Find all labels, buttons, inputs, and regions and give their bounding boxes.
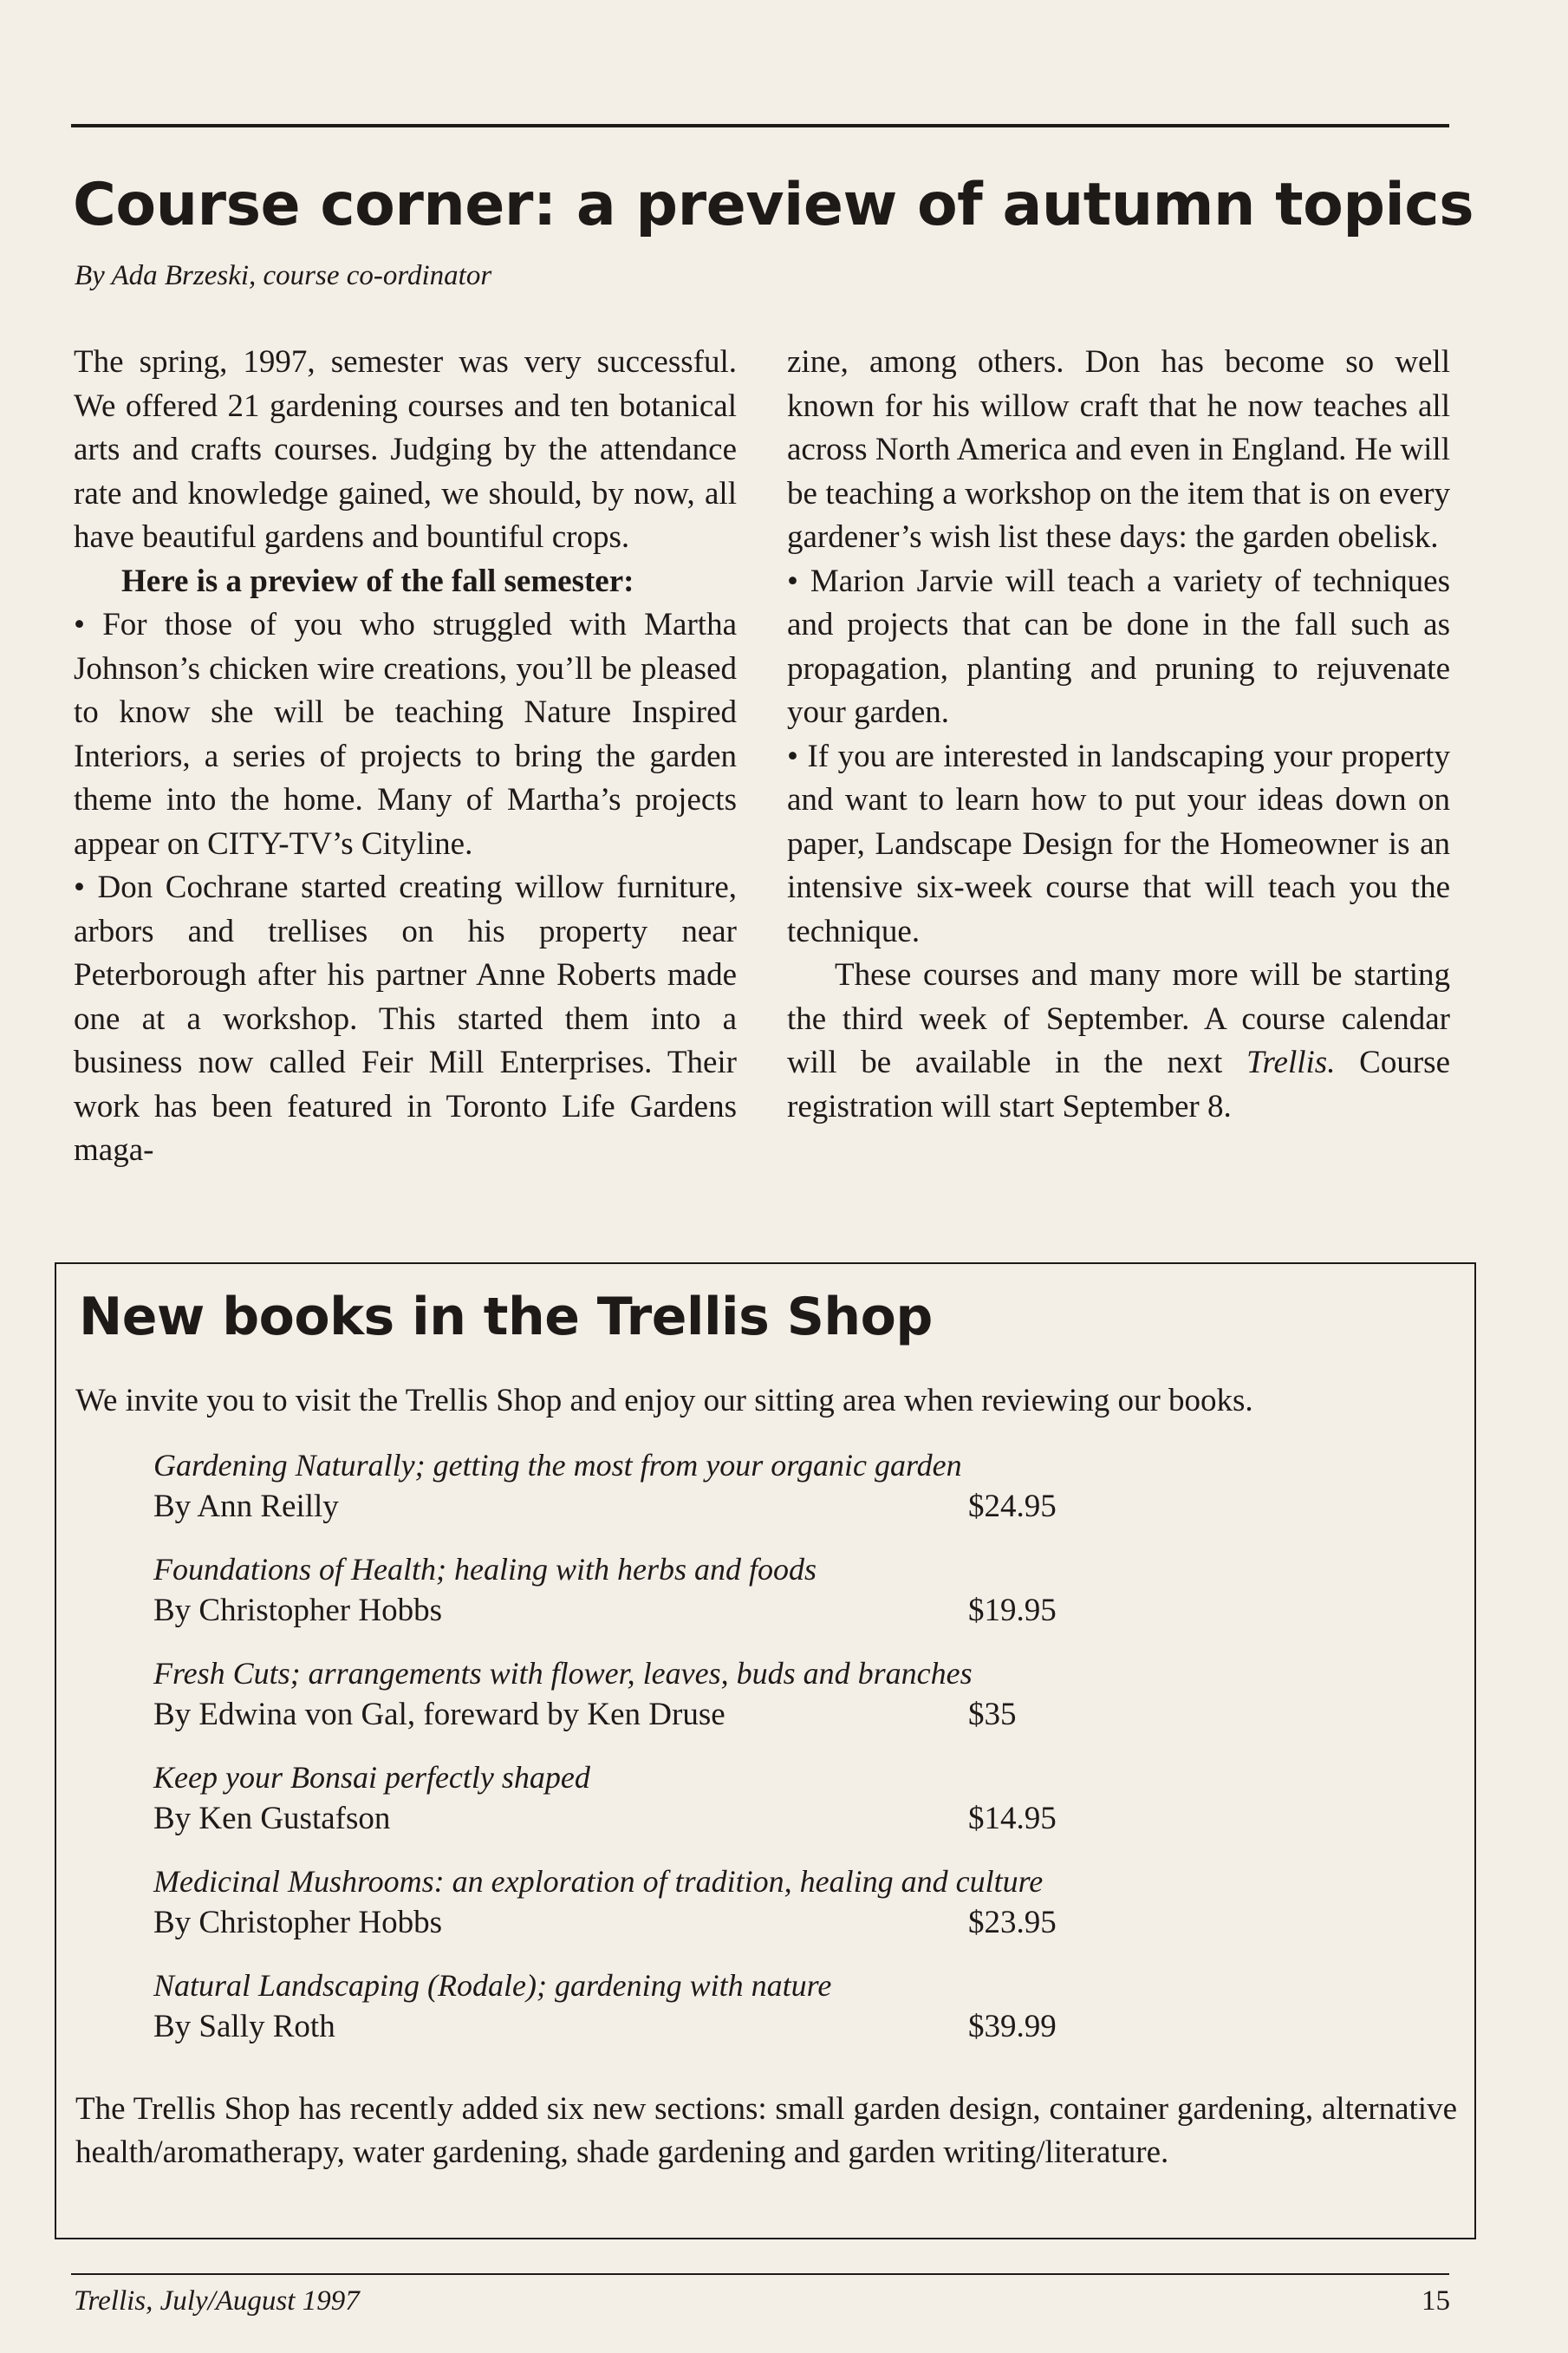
book-title: Fresh Cuts; arrangements with flower, leaves, buds and branches bbox=[153, 1656, 973, 1691]
closing-text-a: These courses and many more will be starting the third week of September. A course calendar will be available in the next bbox=[787, 957, 1450, 1080]
bullet-martha-johnson: • For those of you who struggled with Martha Johnson’s chicken wire creations, you’ll be pleased to know she will be teaching Nature Inspired Interiors, a series of projects to bring the garden theme into the home. Many of Martha’s projects appear on CITY-TV’s Cityline. bbox=[74, 603, 737, 866]
shop-title: New books in the Trellis Shop bbox=[79, 1287, 933, 1347]
book-title: Keep your Bonsai perfectly shaped bbox=[153, 1760, 590, 1795]
bullet-marion-jarvie: • Marion Jarvie will teach a variety of techniques and projects that can be done in the fall such as propagation, planting and pruning to rejuvenate your garden. bbox=[787, 560, 1450, 735]
page-number: 15 bbox=[1422, 2285, 1450, 2317]
book-item bbox=[153, 1444, 1454, 1548]
paragraph-intro: The spring, 1997, semester was very successful. We offered 21 gardening courses and ten botanical arts and crafts courses. Judging by the attendance rate and knowledge gained, we should, by now, all have beautiful gardens and bountiful crops. bbox=[74, 344, 737, 555]
book-price: $14.95 bbox=[968, 1801, 1057, 1836]
footer-publication: Trellis, July/August 1997 bbox=[74, 2285, 360, 2317]
bullet-landscape-design: • If you are interested in landscaping your property and want to learn how to put your ideas down on paper, Landscape Design for the Homeowner is an intensive six-week course that will teach you the technique. bbox=[787, 735, 1450, 955]
trellis-shop-box bbox=[55, 1262, 1476, 2239]
book-price: $35 bbox=[968, 1697, 1017, 1732]
book-price: $24.95 bbox=[968, 1489, 1057, 1524]
book-title: Gardening Naturally; getting the most from your organic garden bbox=[153, 1448, 962, 1483]
top-rule bbox=[71, 124, 1449, 127]
book-author: By Christopher Hobbs bbox=[153, 1593, 442, 1628]
book-price: $23.95 bbox=[968, 1905, 1057, 1940]
paragraph-continued: zine, among others. Don has become so well known for his willow craft that he now teaches all across North America and even in England. He will be teaching a workshop on the item that is on every gardener’s wish list these days: the garden obelisk. bbox=[787, 344, 1450, 555]
book-author: By Ann Reilly bbox=[153, 1489, 339, 1524]
book-author: By Edwina von Gal, foreward by Ken Druse bbox=[153, 1697, 725, 1732]
fall-preview-subhead: Here is a preview of the fall semester: bbox=[121, 563, 634, 599]
book-author: By Christopher Hobbs bbox=[153, 1905, 442, 1940]
book-item bbox=[153, 1757, 1454, 1861]
book-item bbox=[153, 1652, 1454, 1757]
book-item bbox=[153, 1548, 1454, 1652]
bullet-don-cochrane: • Don Cochrane started creating willow furniture, arbors and trellises on his property near Peterborough after his partner Anne Roberts made one at a workshop. This started them into a business now called Feir Mill Enterprises. Their work has been featured in Toronto Life Gardens maga- bbox=[74, 866, 737, 1173]
book-title: Natural Landscaping (Rodale); gardening with nature bbox=[153, 1968, 832, 2003]
article-byline: By Ada Brzeski, course co-ordinator bbox=[75, 260, 492, 291]
book-title: Foundations of Health; healing with herbs and foods bbox=[153, 1552, 817, 1587]
book-price: $39.99 bbox=[968, 2009, 1057, 2044]
book-item bbox=[153, 1965, 1454, 2069]
footer-rule bbox=[71, 2273, 1449, 2275]
book-price: $19.95 bbox=[968, 1593, 1057, 1628]
shop-outro: The Trellis Shop has recently added six new sections: small garden design, container gardening, alternative health/aromatherapy, water gardening, shade gardening and garden writing/literature. bbox=[75, 2091, 1457, 2170]
closing-text-b: Course registration will start September 8. bbox=[787, 1045, 1450, 1124]
article-column-left bbox=[74, 341, 737, 1173]
article-column-right bbox=[787, 341, 1450, 1129]
shop-intro: We invite you to visit the Trellis Shop and enjoy our sitting area when reviewing our books. bbox=[75, 1383, 1253, 1418]
book-author: By Ken Gustafson bbox=[153, 1801, 391, 1836]
article-title: Course corner: a preview of autumn topics bbox=[73, 171, 1474, 239]
closing-trellis-italic: Trellis. bbox=[1246, 1045, 1336, 1080]
book-title: Medicinal Mushrooms: an exploration of tradition, healing and culture bbox=[153, 1864, 1044, 1899]
book-item bbox=[153, 1861, 1454, 1965]
paragraph-closing bbox=[787, 954, 1450, 1129]
book-author: By Sally Roth bbox=[153, 2009, 335, 2044]
